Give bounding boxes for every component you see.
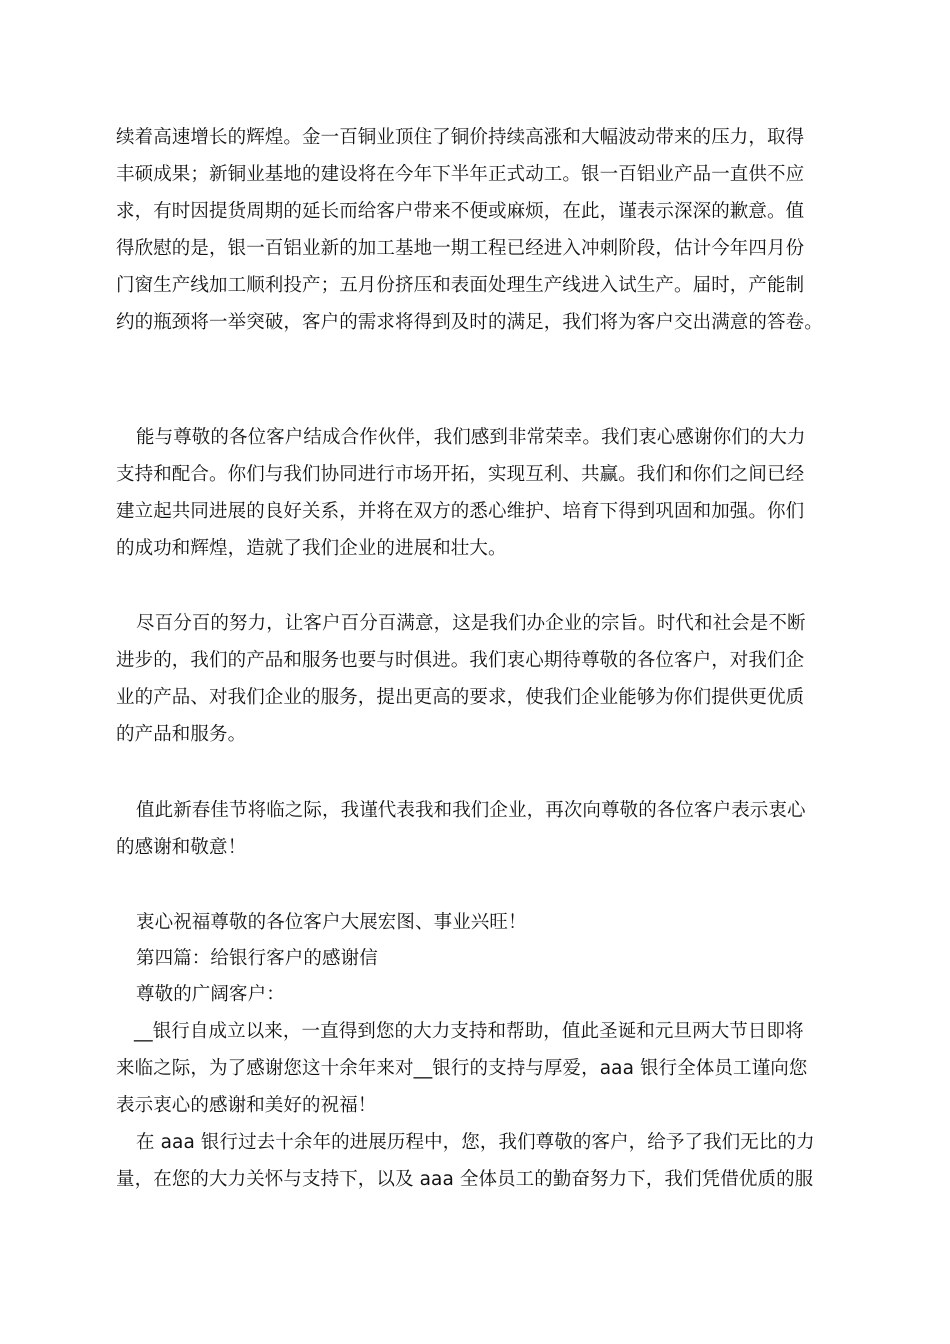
paragraph-1 [116,119,846,341]
text-line: 的产品和服务。 [116,724,247,745]
section-bank-letter [116,904,846,1198]
text-line: 求，有时因提货周期的延长而给客户带来不便或麻烦，在此，谨表示深深的歉意。值 [116,201,805,222]
text-line: 在 aaa 银行过去十余年的进展历程中，您，我们尊敬的客户，给予了我们无比的力 [136,1132,815,1153]
paragraph-3 [116,605,846,753]
text-line: 得欣慰的是，银一百铝业新的加工基地一期工程已经进入冲刺阶段，估计今年四月份 [116,238,805,259]
text-line: 续着高速增长的辉煌。金一百铜业顶住了铜价持续高涨和大幅波动带来的压力，取得 [116,127,805,148]
text-line: __银行自成立以来，一直得到您的大力支持和帮助，值此圣诞和元旦两大节日即将 [134,1021,804,1042]
text-line: 业的产品、对我们企业的服务，提出更高的要求，使我们企业能够为你们提供更优质 [116,687,805,708]
closing-wish-line: 衷心祝福尊敬的各位客户大展宏图、事业兴旺！ [136,912,527,933]
text-line: 来临之际，为了感谢您这十余年来对__银行的支持与厚爱，aaa 银行全体员工谨向您 [116,1058,808,1079]
text-line: 丰硕成果；新铜业基地的建设将在今年下半年正式动工。银一百铝业产品一直供不应 [116,164,805,185]
text-line: 表示衷心的感谢和美好的祝福！ [116,1095,377,1116]
text-line: 尽百分百的努力，让客户百分百满意，这是我们办企业的宗旨。时代和社会是不断 [136,613,806,634]
text-line: 支持和配合。你们与我们协同进行市场开拓，实现互利、共赢。我们和你们之间已经 [116,464,805,485]
text-line: 量，在您的大力关怀与支持下，以及 aaa 全体员工的勤奋努力下，我们凭借优质的服 [116,1169,814,1190]
paragraph-4 [116,792,846,866]
text-line: 进步的，我们的产品和服务也要与时俱进。我们衷心期待尊敬的各位客户，对我们企 [116,650,805,671]
text-line: 的感谢和敬意！ [116,837,247,858]
letter-salutation: 尊敬的广阔客户： [136,984,285,1005]
text-line: 的成功和辉煌，造就了我们企业的进展和壮大。 [116,538,507,559]
text-line: 约的瓶颈将一举突破，客户的需求将得到及时的满足，我们将为客户交出满意的答卷。 [116,312,823,333]
section-heading: 第四篇：给银行客户的感谢信 [136,948,378,969]
text-line: 值此新春佳节将临之际，我谨代表我和我们企业，再次向尊敬的各位客户表示衷心 [136,800,806,821]
text-line: 建立起共同进展的良好关系，并将在双方的悉心维护、培育下得到巩固和加强。你们 [116,501,805,522]
paragraph-2 [116,419,846,567]
text-line: 能与尊敬的各位客户结成合作伙伴，我们感到非常荣幸。我们衷心感谢你们的大力 [136,427,806,448]
text-line: 门窗生产线加工顺利投产；五月份挤压和表面处理生产线进入试生产。届时，产能制 [116,275,805,296]
